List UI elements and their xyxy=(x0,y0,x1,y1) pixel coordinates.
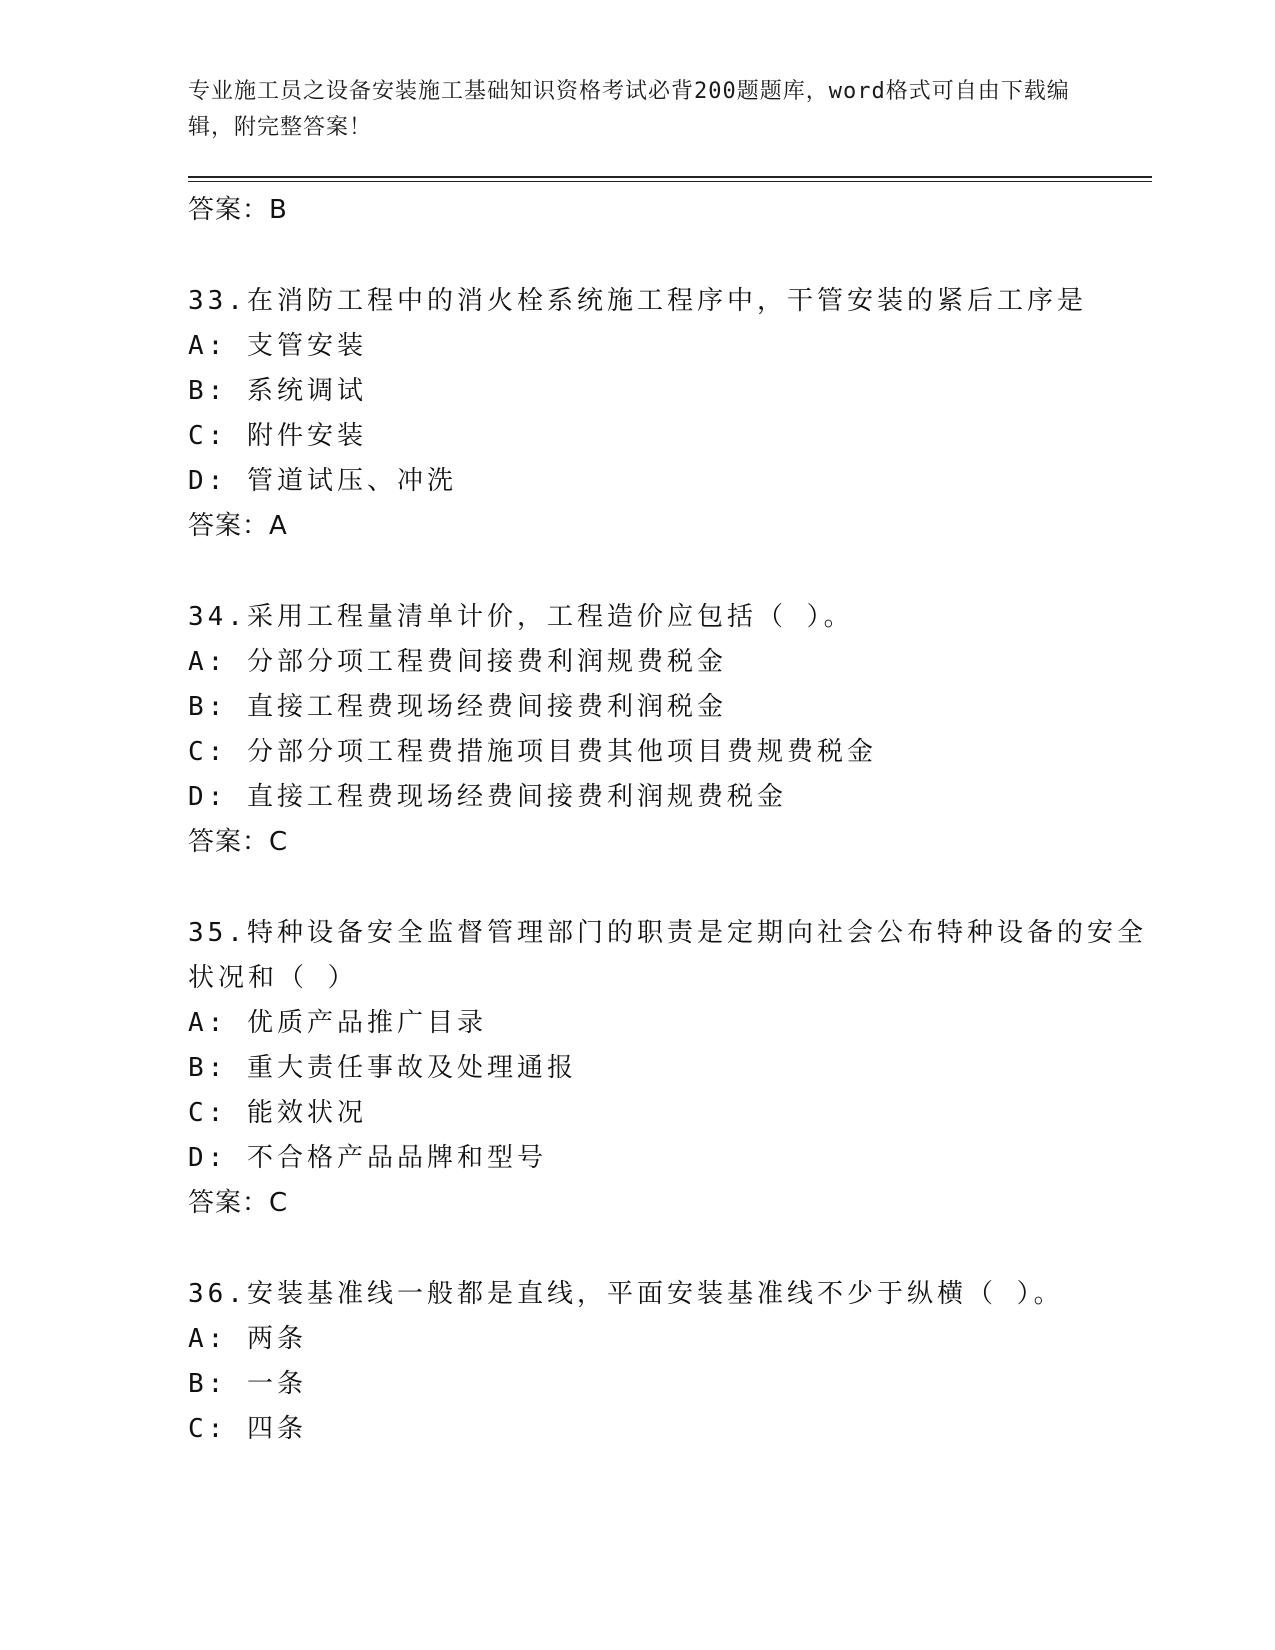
question-list xyxy=(188,188,1148,1452)
document-header: 专业施工员之设备安装施工基础知识资格考试必背200题题库，word格式可自由下载编辑，附完整答案！ xyxy=(188,79,1070,140)
option-d: D: 管道试压、冲洗 xyxy=(188,466,457,496)
option-b: B: 一条 xyxy=(188,1369,307,1399)
option-a: A: 优质产品推广目录 xyxy=(188,1008,487,1038)
header-divider xyxy=(188,176,1152,178)
option-d: D: 不合格产品品牌和型号 xyxy=(188,1143,547,1173)
question-33 xyxy=(188,279,1148,549)
answer-line: 答案：C xyxy=(188,1188,289,1218)
option-c: C: 分部分项工程费措施项目费其他项目费规费税金 xyxy=(188,737,877,767)
question-stem: 36.安装基准线一般都是直线，平面安装基准线不少于纵横（ ）。 xyxy=(188,1279,1064,1309)
question-36 xyxy=(188,1272,1148,1452)
option-a: A: 分部分项工程费间接费利润规费税金 xyxy=(188,647,727,677)
option-d: D: 直接工程费现场经费间接费利润规费税金 xyxy=(188,782,787,812)
option-c: C: 能效状况 xyxy=(188,1098,367,1128)
option-c: C: 附件安装 xyxy=(188,421,367,451)
option-b: B: 重大责任事故及处理通报 xyxy=(188,1053,577,1083)
question-35 xyxy=(188,911,1148,1226)
question-stem: 33.在消防工程中的消火栓系统施工程序中，干管安装的紧后工序是 xyxy=(188,286,1087,316)
option-a: A: 两条 xyxy=(188,1324,307,1354)
option-b: B: 直接工程费现场经费间接费利润税金 xyxy=(188,692,727,722)
header-divider-thin xyxy=(188,181,1152,182)
question-stem: 34.采用工程量清单计价，工程造价应包括（ ）。 xyxy=(188,602,854,632)
option-a: A: 支管安装 xyxy=(188,331,367,361)
answer-line: 答案：C xyxy=(188,827,289,857)
answer-line: 答案：B xyxy=(188,195,288,225)
option-c: C: 四条 xyxy=(188,1414,307,1444)
option-b: B: 系统调试 xyxy=(188,376,367,406)
question-stem: 35.特种设备安全监督管理部门的职责是定期向社会公布特种设备的安全状况和（ ） xyxy=(188,918,1147,993)
answer-line: 答案：A xyxy=(188,511,288,541)
question-34 xyxy=(188,595,1148,865)
